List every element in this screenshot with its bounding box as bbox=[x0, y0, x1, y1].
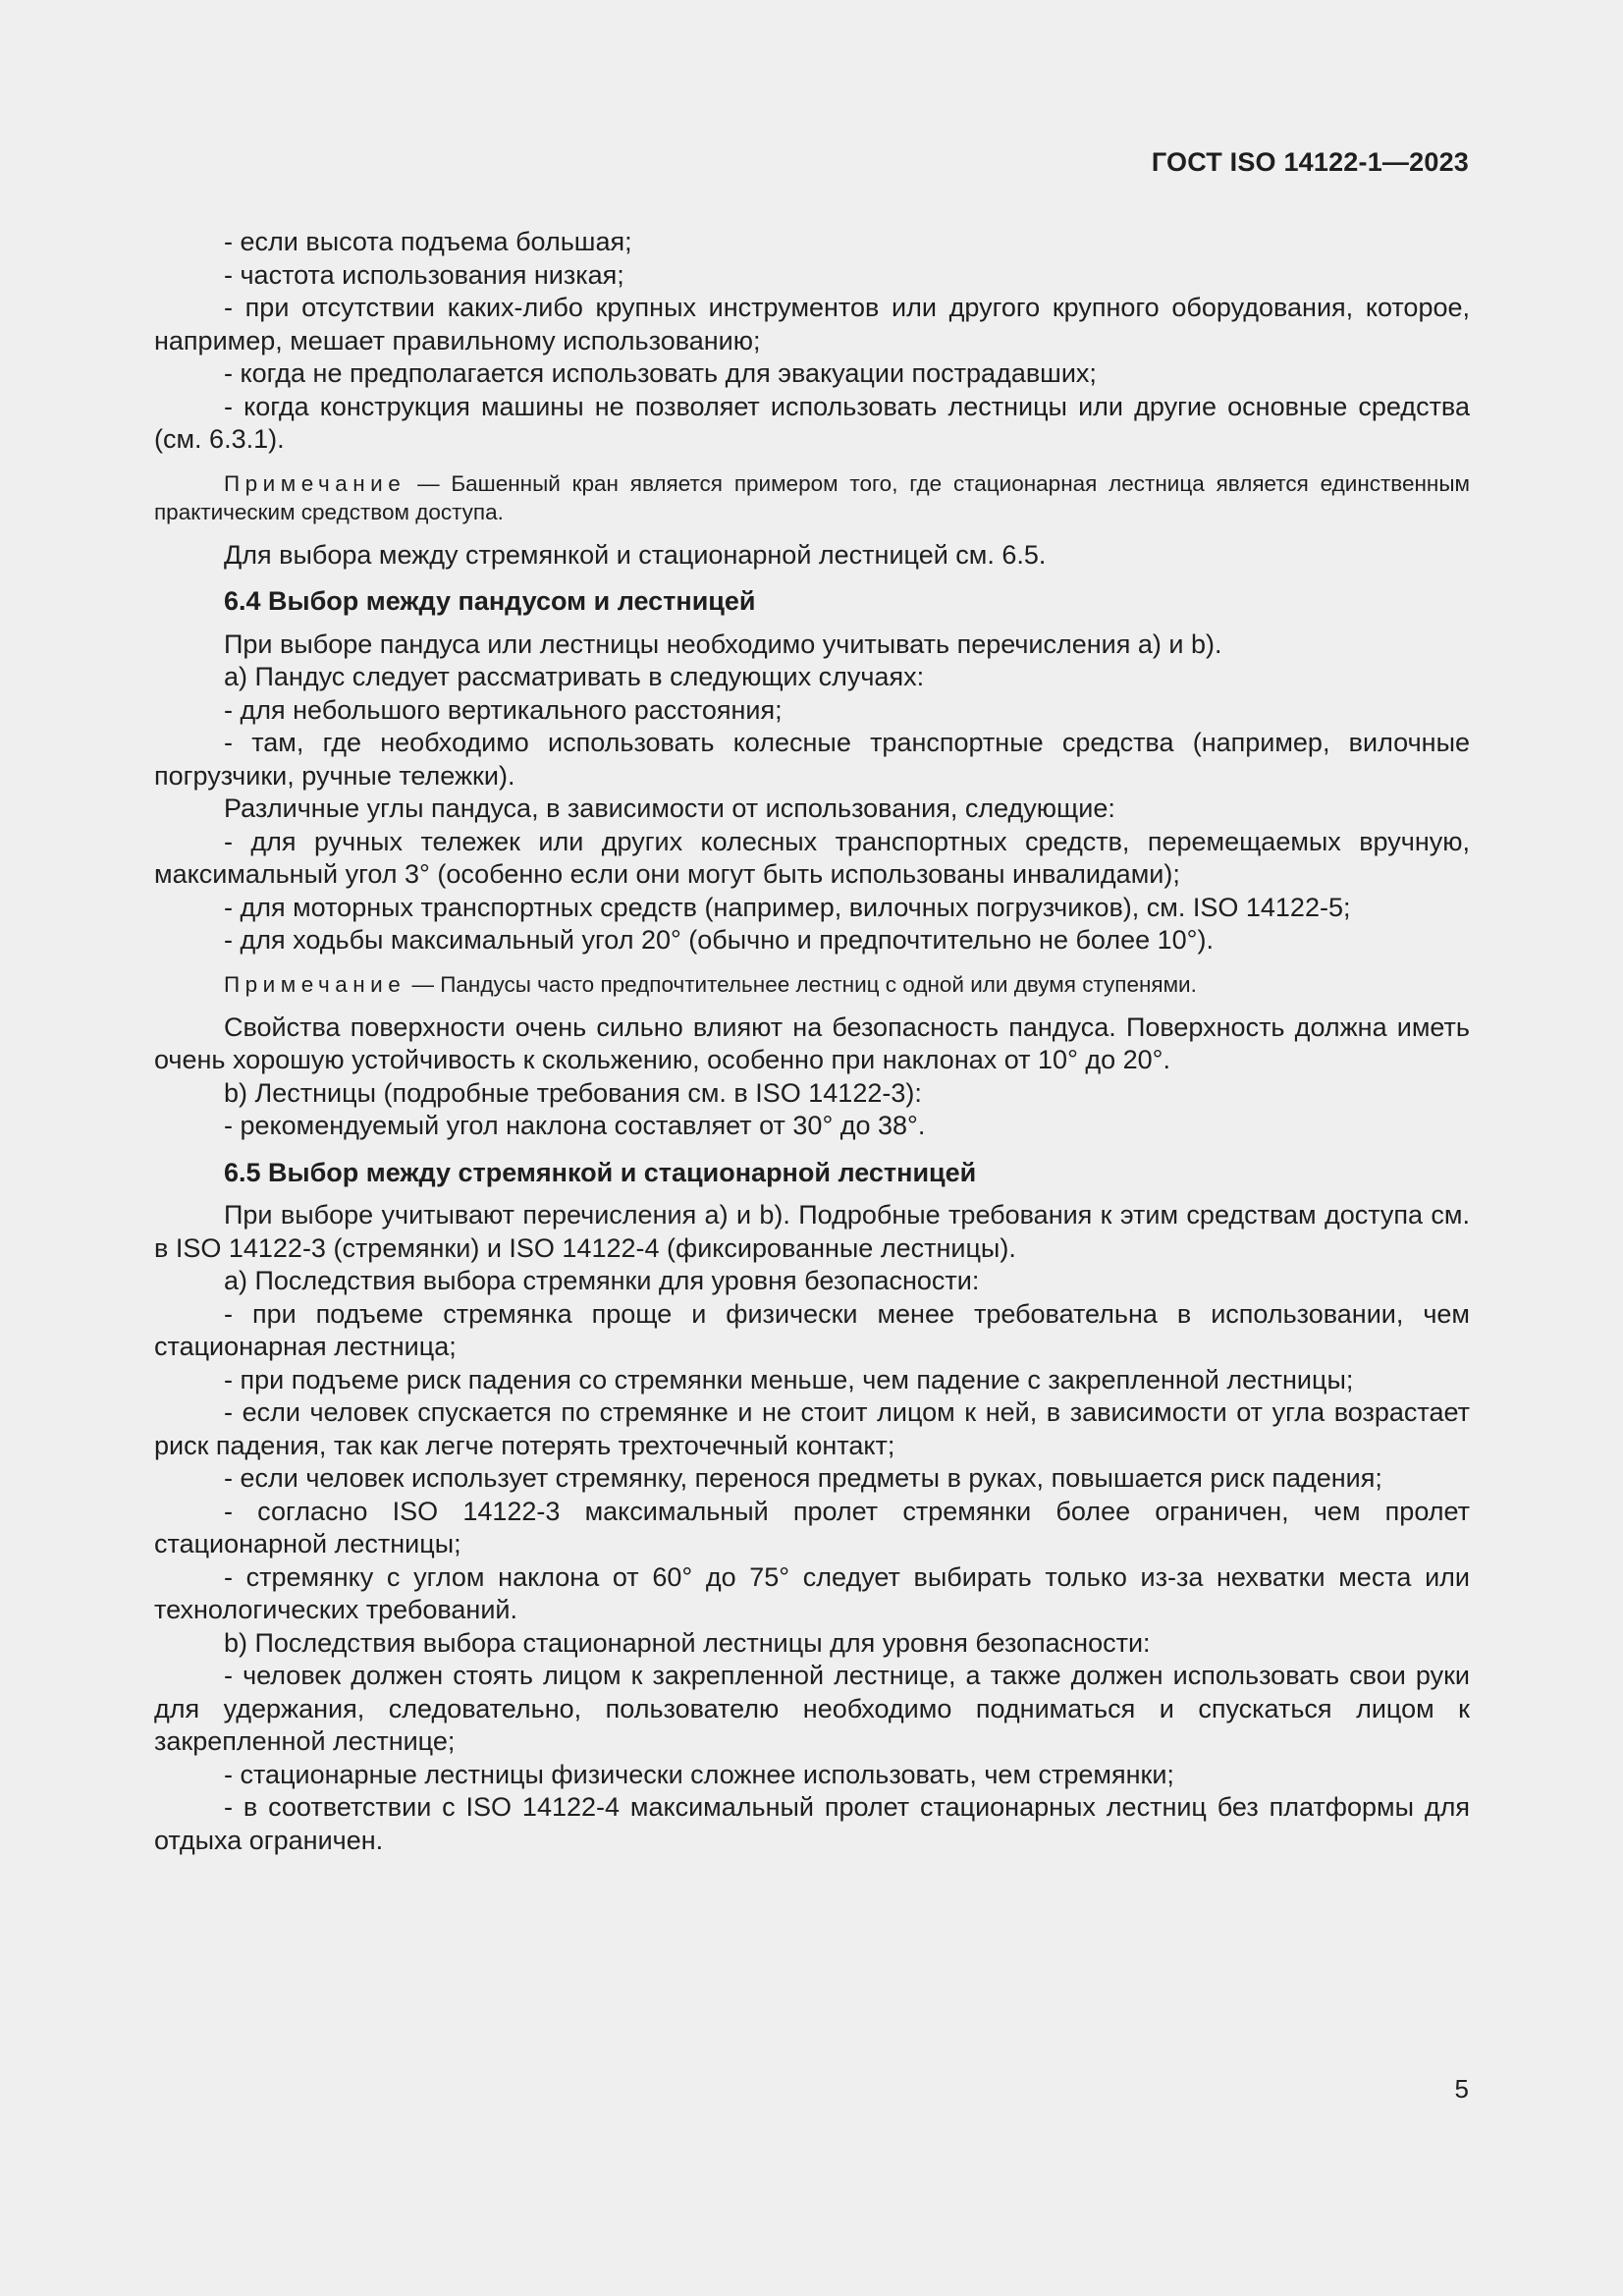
body-paragraph: а) Пандус следует рассматривать в следующих случаях: bbox=[224, 662, 925, 691]
body-paragraph: - для ручных тележек или других колесных транспортных средств, перемещаемых вручную, максимальный угол 3° (особенно если они могут быть использованы инвалидами); bbox=[154, 826, 1470, 889]
body-paragraph: - при подъеме стремянка проще и физически менее требовательна в использовании, чем стационарная лестница; bbox=[154, 1298, 1470, 1361]
note-paragraph bbox=[154, 970, 1470, 999]
note-text: — Башенный кран является примером того, где стационарная лестница является единственным практическим средством доступа. bbox=[154, 470, 1470, 524]
body-paragraph: - в соответствии с ISO 14122-4 максимальный пролет стационарных лестниц без платформы для отдыха ограничен. bbox=[154, 1792, 1470, 1855]
note-paragraph bbox=[154, 469, 1470, 526]
body-paragraph: Для выбора между стремянкой и стационарной лестницей см. 6.5. bbox=[224, 539, 1047, 570]
body-paragraph: - при подъеме риск падения со стремянки меньше, чем падение с закрепленной лестницы; bbox=[224, 1364, 1354, 1394]
body-paragraph: - частота использования низкая; bbox=[224, 259, 624, 290]
section-heading: 6.5 Выбор между стремянкой и стационарной лестницей bbox=[224, 1157, 977, 1187]
note-label: Примечание bbox=[224, 470, 406, 496]
body-paragraph: - для небольшого вертикального расстояния; bbox=[224, 694, 783, 725]
body-paragraph: Свойства поверхности очень сильно влияют на безопасность пандуса. Поверхность должна иметь очень хорошую устойчивость к скольжению, особенно при наклонах от 10° до 20°. bbox=[154, 1011, 1470, 1074]
body-paragraph: - если человек использует стремянку, перенося предметы в руках, повышается риск падения; bbox=[224, 1463, 1382, 1493]
document-code-header: ГОСТ ISO 14122-1—2023 bbox=[1151, 147, 1469, 177]
body-paragraph: - когда конструкция машины не позволяет использовать лестницы или другие основные средства (см. 6.3.1). bbox=[154, 391, 1470, 454]
body-paragraph: - стационарные лестницы физически сложнее использовать, чем стремянки; bbox=[224, 1759, 1174, 1789]
body-paragraph: b) Последствия выбора стационарной лестницы для уровня безопасности: bbox=[224, 1627, 1151, 1658]
body-paragraph: - согласно ISO 14122-3 максимальный пролет стремянки более ограничен, чем пролет стационарной лестницы; bbox=[154, 1496, 1470, 1558]
body-paragraph: При выборе учитывают перечисления а) и b). Подробные требования к этим средствам доступа см. в ISO 14122-3 (стремянки) и ISO 14122-4 (фиксированные лестницы). bbox=[154, 1200, 1470, 1263]
body-paragraph: - для моторных транспортных средств (например, вилочных погрузчиков), см. ISO 14122-5; bbox=[224, 892, 1351, 922]
body-paragraph: - человек должен стоять лицом к закрепленной лестнице, а также должен использовать свои руки для удержания, следовательно, пользователю необходимо подниматься и спускаться лицом к закрепленной лестнице; bbox=[154, 1661, 1470, 1756]
body-paragraph: - при отсутствии каких-либо крупных инструментов или другого крупного оборудования, которое, например, мешает правильному использованию; bbox=[154, 293, 1470, 355]
body-paragraph: - если человек спускается по стремянке и не стоит лицом к ней, в зависимости от угла возрастает риск падения, так как легче потерять трехточечный контакт; bbox=[154, 1397, 1470, 1460]
note-label: Примечание bbox=[224, 971, 406, 997]
body-paragraph: а) Последствия выбора стремянки для уровня безопасности: bbox=[224, 1266, 980, 1295]
body-paragraph: - там, где необходимо использовать колесные транспортные средства (например, вилочные погрузчики, ручные тележки). bbox=[154, 728, 1470, 791]
body-paragraph: - когда не предполагается использовать для эвакуации пострадавших; bbox=[224, 358, 1097, 388]
body-paragraph: - рекомендуемый угол наклона составляет от 30° до 38°. bbox=[224, 1111, 926, 1140]
section-heading: 6.4 Выбор между пандусом и лестницей bbox=[224, 586, 756, 616]
body-paragraph: b) Лестницы (подробные требования см. в ISO 14122-3): bbox=[224, 1077, 922, 1108]
body-paragraph: - если высота подъема большая; bbox=[224, 227, 632, 256]
body-paragraph: - стремянку с углом наклона от 60° до 75° следует выбирать только из-за нехватки места или технологических требований. bbox=[154, 1561, 1470, 1624]
body-paragraph: При выборе пандуса или лестницы необходимо учитывать перечисления а) и b). bbox=[224, 629, 1222, 659]
document-body bbox=[154, 226, 1470, 1857]
note-text: — Пандусы часто предпочтительнее лестниц с одной или двумя ступенями. bbox=[406, 971, 1197, 997]
body-paragraph: - для ходьбы максимальный угол 20° (обычно и предпочтительно не более 10°). bbox=[224, 925, 1214, 955]
page-number: 5 bbox=[1454, 2074, 1469, 2104]
body-paragraph: Различные углы пандуса, в зависимости от использования, следующие: bbox=[224, 793, 1115, 823]
